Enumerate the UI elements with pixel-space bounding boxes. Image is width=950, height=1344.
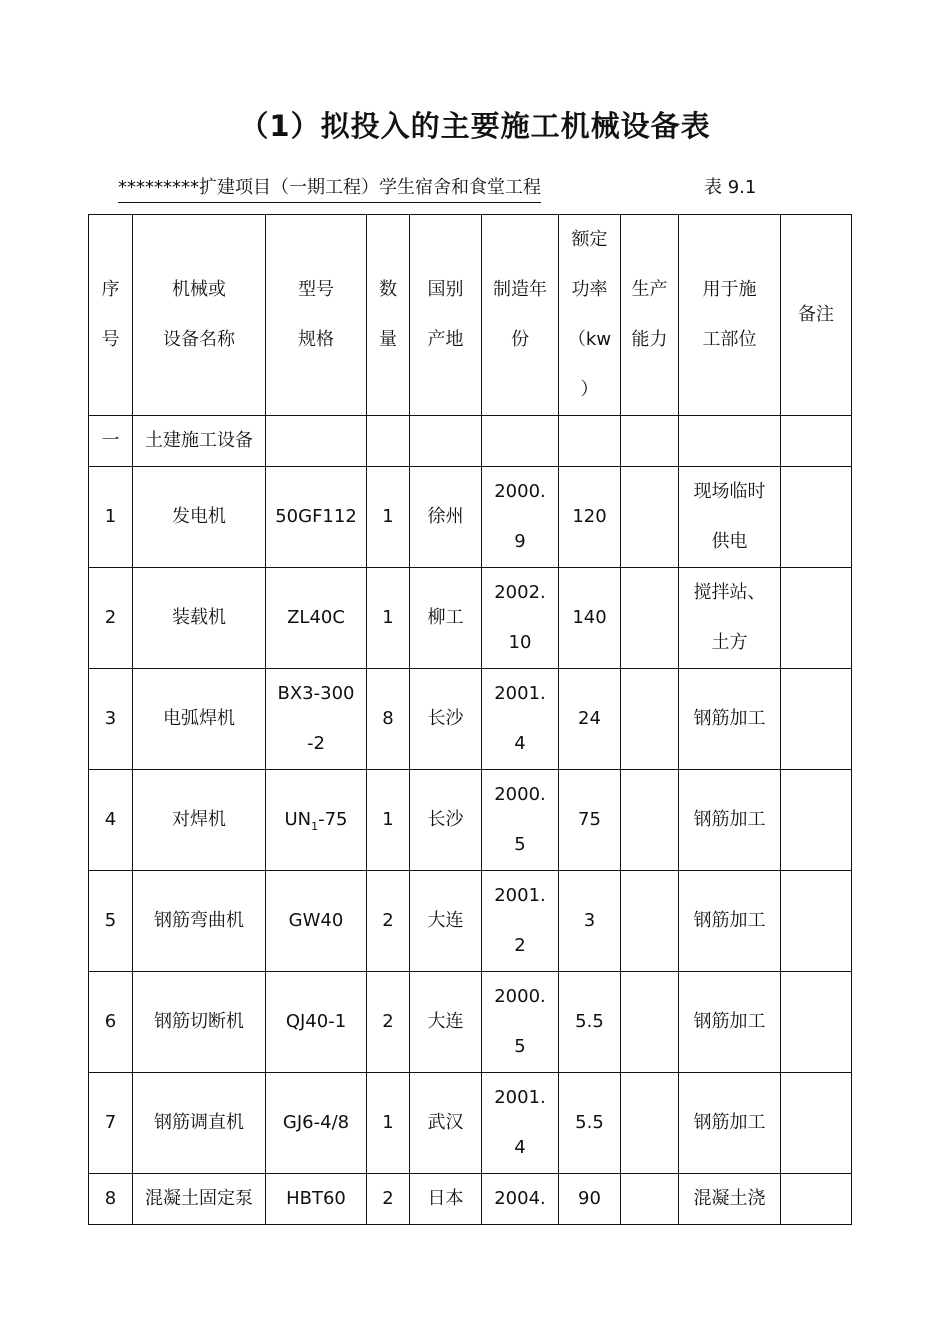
cell-power: 24	[559, 669, 621, 770]
section-seq: 一	[89, 416, 133, 467]
table-row	[89, 1174, 852, 1225]
cell-model: QJ40-1	[266, 972, 367, 1073]
cell-remark	[781, 568, 852, 669]
cell-name: 发电机	[133, 467, 266, 568]
cell-usage: 搅拌站、 土方	[679, 568, 781, 669]
cell-power: 140	[559, 568, 621, 669]
cell-power: 3	[559, 871, 621, 972]
cell-name: 钢筋切断机	[133, 972, 266, 1073]
table-number: 表 9.1	[704, 177, 757, 198]
header-seq: 序 号	[89, 215, 133, 416]
cell-name: 对焊机	[133, 770, 266, 871]
cell-capacity	[621, 770, 679, 871]
cell-model: HBT60	[266, 1174, 367, 1225]
cell-seq: 7	[89, 1073, 133, 1174]
cell-power: 90	[559, 1174, 621, 1225]
table-cell	[367, 416, 410, 467]
cell-qty: 2	[367, 1174, 410, 1225]
cell-power: 5.5	[559, 972, 621, 1073]
cell-seq: 6	[89, 972, 133, 1073]
cell-capacity	[621, 669, 679, 770]
cell-capacity	[621, 1073, 679, 1174]
table-header-row	[89, 215, 852, 416]
cell-origin: 武汉	[410, 1073, 482, 1174]
page-title: （1）拟投入的主要施工机械设备表	[239, 109, 711, 143]
cell-usage: 钢筋加工	[679, 669, 781, 770]
table-row	[89, 871, 852, 972]
cell-remark	[781, 972, 852, 1073]
cell-capacity	[621, 871, 679, 972]
cell-year: 2001. 4	[482, 1073, 559, 1174]
cell-qty: 1	[367, 568, 410, 669]
header-capacity: 生产 能力	[621, 215, 679, 416]
cell-qty: 2	[367, 972, 410, 1073]
cell-model: $UN_1-75$	[266, 770, 367, 871]
cell-name: 钢筋弯曲机	[133, 871, 266, 972]
table-cell	[410, 416, 482, 467]
cell-model: ZL40C	[266, 568, 367, 669]
cell-origin: 柳工	[410, 568, 482, 669]
cell-qty: 8	[367, 669, 410, 770]
cell-capacity	[621, 568, 679, 669]
cell-usage: 钢筋加工	[679, 972, 781, 1073]
table-cell	[482, 416, 559, 467]
cell-seq: 5	[89, 871, 133, 972]
cell-model: GJ6-4/8	[266, 1073, 367, 1174]
cell-model: GW40	[266, 871, 367, 972]
table-cell	[621, 416, 679, 467]
cell-name: 电弧焊机	[133, 669, 266, 770]
header-remark: 备注	[781, 215, 852, 416]
cell-seq: 2	[89, 568, 133, 669]
cell-seq: 4	[89, 770, 133, 871]
table-cell	[781, 416, 852, 467]
header-origin: 国别 产地	[410, 215, 482, 416]
cell-model: BX3-300 -2	[266, 669, 367, 770]
cell-qty: 1	[367, 770, 410, 871]
cell-capacity	[621, 467, 679, 568]
cell-origin: 长沙	[410, 669, 482, 770]
cell-name: 钢筋调直机	[133, 1073, 266, 1174]
table-cell	[266, 416, 367, 467]
cell-usage: 现场临时 供电	[679, 467, 781, 568]
table-row	[89, 467, 852, 568]
cell-year: 2000. 9	[482, 467, 559, 568]
cell-capacity	[621, 1174, 679, 1225]
cell-origin: 大连	[410, 871, 482, 972]
cell-seq: 1	[89, 467, 133, 568]
header-usage: 用于施 工部位	[679, 215, 781, 416]
header-year: 制造年 份	[482, 215, 559, 416]
cell-usage: 钢筋加工	[679, 1073, 781, 1174]
cell-origin: 日本	[410, 1174, 482, 1225]
cell-name: 混凝土固定泵	[133, 1174, 266, 1225]
cell-power: 75	[559, 770, 621, 871]
cell-remark	[781, 871, 852, 972]
cell-remark	[781, 770, 852, 871]
header-qty: 数 量	[367, 215, 410, 416]
cell-qty: 1	[367, 467, 410, 568]
cell-remark	[781, 1174, 852, 1225]
table-cell	[679, 416, 781, 467]
table-row	[89, 669, 852, 770]
table-row	[89, 770, 852, 871]
table-row	[89, 972, 852, 1073]
project-subtitle: *********扩建项目（一期工程）学生宿舍和食堂工程	[118, 173, 541, 203]
cell-year: 2004.	[482, 1174, 559, 1225]
cell-power: 120	[559, 467, 621, 568]
table-row	[89, 1073, 852, 1174]
cell-year: 2000. 5	[482, 972, 559, 1073]
cell-year: 2002. 10	[482, 568, 559, 669]
table-row	[89, 568, 852, 669]
header-model: 型号 规格	[266, 215, 367, 416]
cell-remark	[781, 467, 852, 568]
cell-origin: 大连	[410, 972, 482, 1073]
table-cell	[559, 416, 621, 467]
cell-year: 2001. 4	[482, 669, 559, 770]
cell-origin: 徐州	[410, 467, 482, 568]
cell-seq: 3	[89, 669, 133, 770]
header-power: 额定 功率 （kw ）	[559, 215, 621, 416]
cell-usage: 钢筋加工	[679, 871, 781, 972]
cell-qty: 1	[367, 1073, 410, 1174]
cell-origin: 长沙	[410, 770, 482, 871]
cell-year: 2001. 2	[482, 871, 559, 972]
cell-remark	[781, 669, 852, 770]
cell-capacity	[621, 972, 679, 1073]
cell-name: 装载机	[133, 568, 266, 669]
cell-usage: 钢筋加工	[679, 770, 781, 871]
equipment-table	[88, 214, 852, 1225]
section-row	[89, 416, 852, 467]
cell-seq: 8	[89, 1174, 133, 1225]
section-name: 土建施工设备	[133, 416, 266, 467]
header-name: 机械或 设备名称	[133, 215, 266, 416]
cell-power: 5.5	[559, 1073, 621, 1174]
cell-year: 2000. 5	[482, 770, 559, 871]
cell-qty: 2	[367, 871, 410, 972]
cell-usage: 混凝土浇	[679, 1174, 781, 1225]
cell-model: 50GF112	[266, 467, 367, 568]
cell-remark	[781, 1073, 852, 1174]
